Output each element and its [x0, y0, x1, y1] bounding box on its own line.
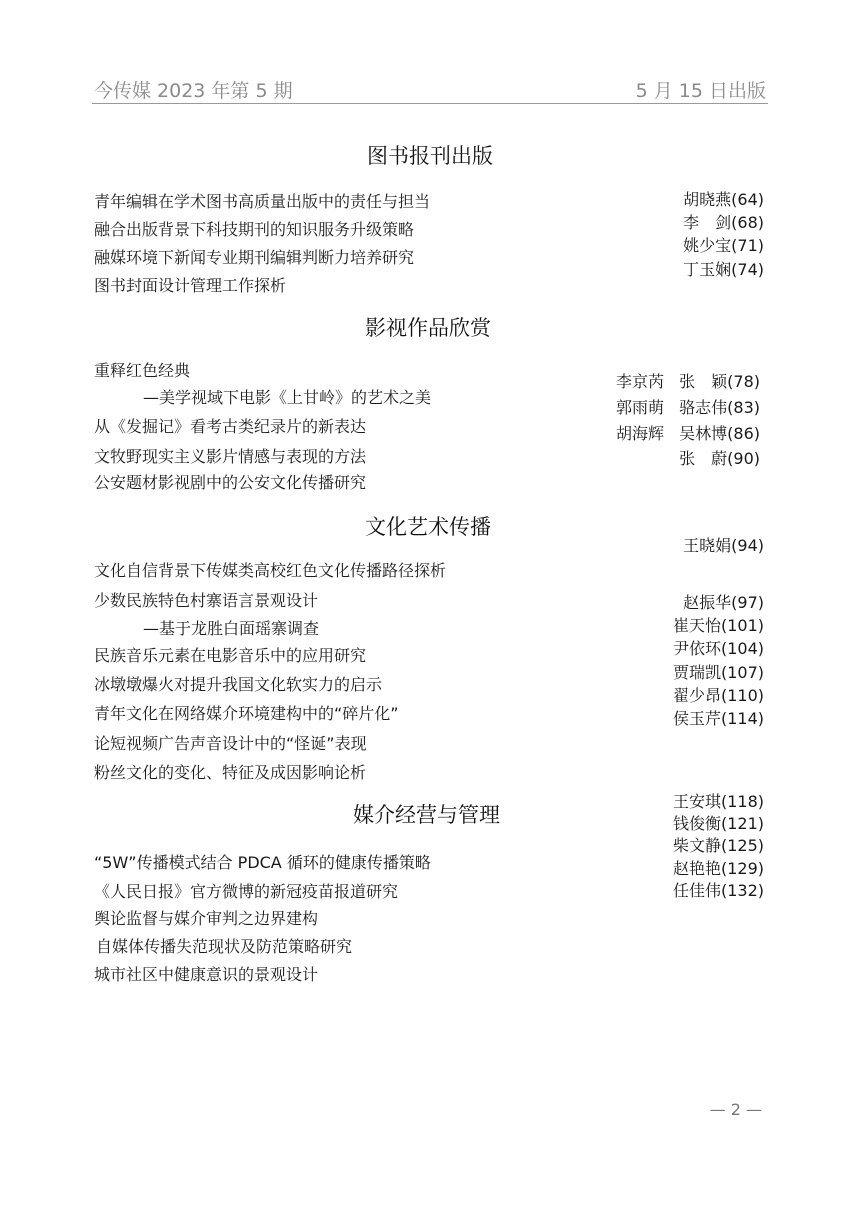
- article-title: 粉丝文化的变化、特征及成因影响论析: [94, 763, 367, 782]
- author-page: 张 蔚(90): [679, 449, 760, 468]
- article-title: “5W”传播模式结合 PDCA 循环的健康传播策略: [94, 853, 431, 872]
- section-title: 图书报刊出版: [367, 144, 493, 168]
- co-author: 胡海辉: [616, 424, 665, 443]
- article-title: 文化自信背景下传媒类高校红色文化传播路径探析: [94, 561, 447, 580]
- author-page: 翟少昂(110): [672, 686, 764, 705]
- author-page: 钱俊衡(121): [672, 814, 764, 833]
- co-author: 李京芮: [616, 372, 665, 391]
- article-title: 青年编辑在学术图书高质量出版中的责任与担当: [94, 192, 431, 211]
- article-title: 图书封面设计管理工作探析: [94, 276, 287, 295]
- article-title: 城市社区中健康意识的景观设计: [94, 965, 319, 984]
- article-title: 融合出版背景下科技期刊的知识服务升级策略: [94, 220, 415, 239]
- section-title: 媒介经营与管理: [353, 803, 500, 827]
- author-page: 柴文静(125): [672, 836, 764, 855]
- article-title: 青年文化在网络媒介环境建构中的“碎片化”: [94, 704, 399, 723]
- article-title: 冰墩墩爆火对提升我国文化软实力的启示: [94, 675, 383, 694]
- author-page: 吴林博(86): [679, 424, 760, 443]
- article-title: 文牧野现实主义影片情感与表现的方法: [94, 447, 367, 466]
- author-page: 姚少宝(71): [683, 236, 764, 255]
- author-page: 骆志伟(83): [679, 398, 760, 417]
- article-subtitle: —美学视域下电影《上甘岭》的艺术之美: [143, 388, 432, 407]
- author-page: 王晓娟(94): [683, 536, 764, 555]
- author-page: 赵振华(97): [683, 593, 764, 612]
- journal-issue: 今传媒 2023 年第 5 期: [94, 80, 293, 102]
- publish-date: 5 月 15 日出版: [635, 80, 766, 102]
- section-title: 文化艺术传播: [365, 515, 491, 539]
- author-page: 李 剑(68): [683, 213, 764, 232]
- author-page: 赵艳艳(129): [672, 859, 764, 878]
- article-title: 重释红色经典: [94, 361, 191, 380]
- author-page: 丁玉娴(74): [683, 260, 764, 279]
- author-page: 崔天怡(101): [672, 616, 764, 635]
- article-title: 自媒体传播失范现状及防范策略研究: [96, 937, 353, 956]
- author-page: 王安琪(118): [672, 792, 764, 811]
- header-rule: [92, 103, 768, 104]
- author-page: 侯玉芹(114): [672, 709, 764, 728]
- article-title: 民族音乐元素在电影音乐中的应用研究: [94, 646, 367, 665]
- article-title: 从《发掘记》看考古类纪录片的新表达: [94, 417, 367, 436]
- co-author: 郭雨萌: [616, 398, 665, 417]
- author-page: 胡晓燕(64): [683, 190, 764, 209]
- author-page: 张 颖(78): [679, 372, 760, 391]
- article-title: 少数民族特色村寨语言景观设计: [94, 591, 319, 610]
- author-page: 贾瑞凯(107): [672, 663, 764, 682]
- article-title: 论短视频广告声音设计中的“怪诞”表现: [94, 734, 367, 753]
- article-title: 融媒环境下新闻专业期刊编辑判断力培养研究: [94, 248, 415, 267]
- author-page: 尹依环(104): [672, 639, 764, 658]
- article-subtitle: —基于龙胜白面瑶寨调查: [143, 619, 320, 638]
- article-title: 《人民日报》官方微博的新冠疫苗报道研究: [94, 882, 399, 901]
- page-number: — 2 —: [709, 1100, 762, 1119]
- section-title: 影视作品欣赏: [365, 316, 491, 340]
- author-page: 任佳伟(132): [672, 881, 764, 900]
- article-title: 公安题材影视剧中的公安文化传播研究: [94, 473, 367, 492]
- article-title: 舆论监督与媒介审判之边界建构: [94, 909, 319, 928]
